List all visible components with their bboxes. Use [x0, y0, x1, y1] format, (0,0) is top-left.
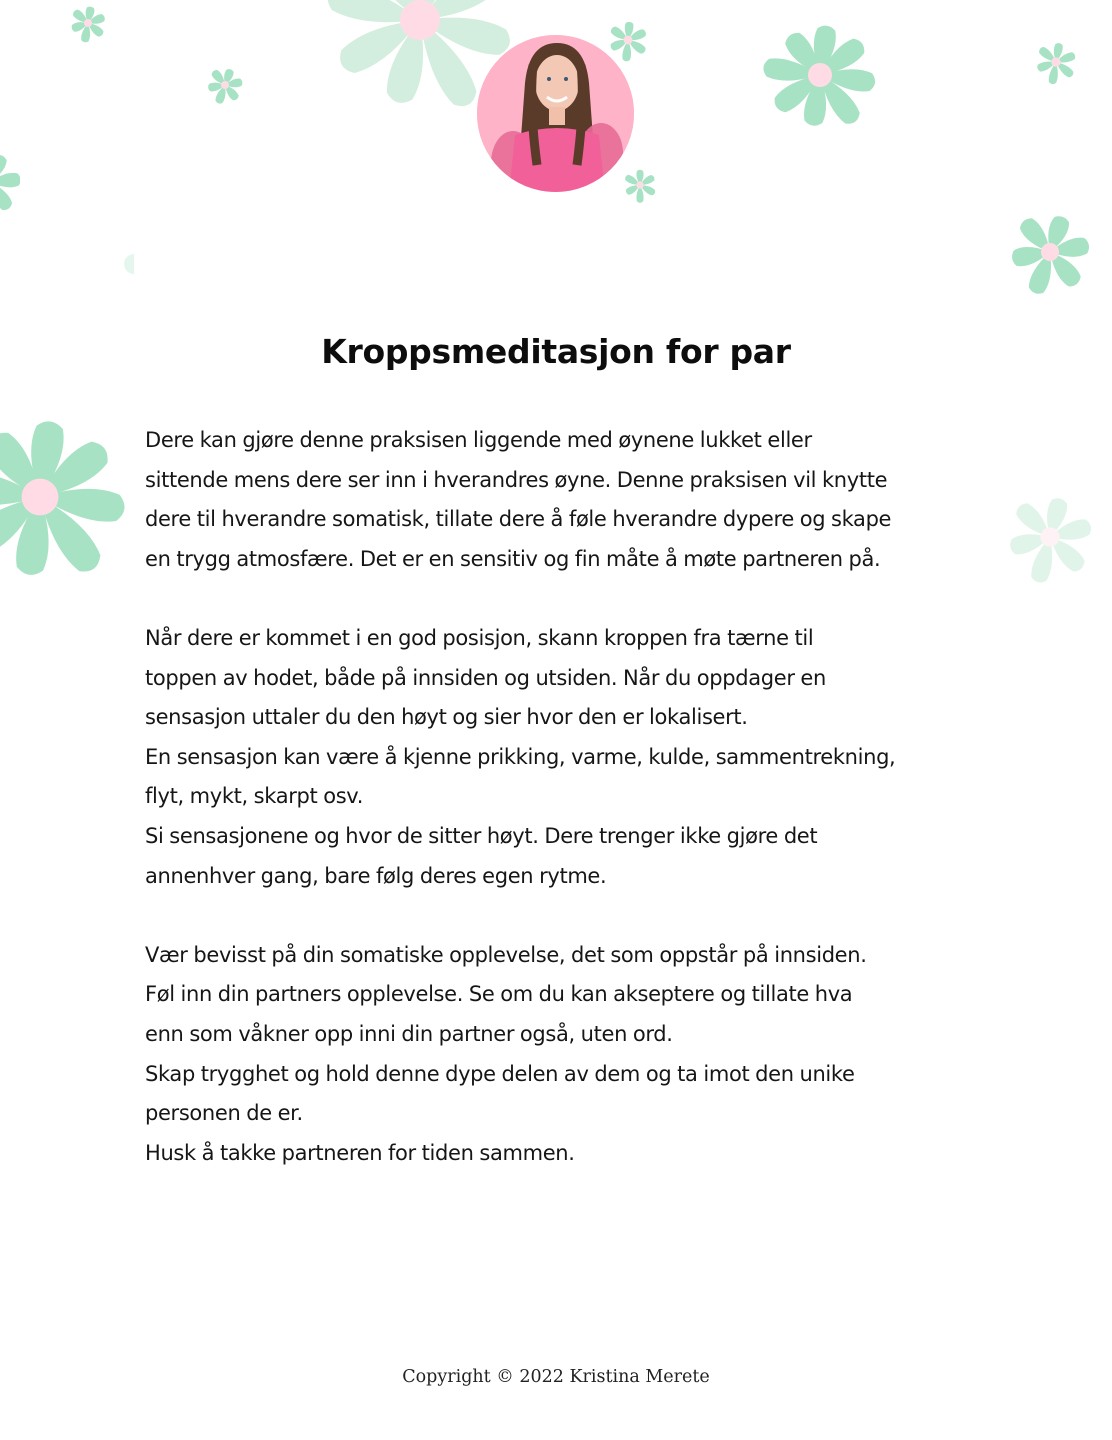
text-line: Vær bevisst på din somatiske opplevelse, det som oppstår på innsiden.	[145, 942, 867, 967]
text-line: En sensasjon kan være å kjenne prikking, varme, kulde, sammentrekning,	[145, 744, 896, 769]
text-line: toppen av hodet, både på innsiden og utsiden. Når du oppdager en	[145, 665, 826, 690]
paragraph-spacer	[145, 896, 1005, 936]
text-line: flyt, mykt, skarpt osv.	[145, 784, 364, 809]
flower-decoration-icon	[0, 145, 20, 220]
paragraph-1	[145, 421, 1005, 579]
flower-decoration-icon	[200, 60, 250, 110]
flower-center	[400, 0, 440, 40]
page-title: Kroppsmeditasjon for par	[321, 332, 791, 371]
flower-decoration-icon	[610, 160, 670, 210]
flower-center	[808, 63, 832, 87]
flower-center	[636, 181, 643, 188]
paragraph-2	[145, 619, 1005, 896]
flower-decoration-icon	[1000, 202, 1100, 302]
flower-decoration-icon	[0, 400, 135, 595]
text-line: en trygg atmosfære. Det er en sensitiv og fin måte å møte partneren på.	[145, 546, 881, 571]
paragraph-spacer	[145, 579, 1005, 619]
flower-center	[1041, 243, 1059, 261]
flower-decoration-icon	[1000, 485, 1100, 590]
flower-decoration-icon	[120, 252, 134, 276]
text-line: dere til hverandre somatisk, tillate dere å føle hverandre dypere og skape	[145, 507, 892, 532]
text-line: Dere kan gjøre denne praksisen liggende med øynene lukket eller	[145, 428, 812, 452]
flower-center	[84, 19, 92, 27]
text-line: annenhver gang, bare følg deres egen rytme.	[145, 863, 607, 888]
flower-center	[624, 36, 633, 45]
flower-decoration-icon	[1028, 34, 1084, 90]
flower-center	[221, 81, 229, 89]
flower-decoration-icon	[750, 10, 890, 140]
text-line: personen de er.	[145, 1101, 303, 1126]
text-line: Skap trygghet og hold denne dype delen av dem og ta imot den unike	[145, 1061, 855, 1086]
copyright-footer: Copyright © 2022 Kristina Merete	[402, 1367, 710, 1387]
paragraph-3	[145, 936, 1005, 1174]
flower-center	[1051, 57, 1060, 66]
flower-center	[22, 479, 59, 516]
flower-center	[1040, 527, 1059, 546]
text-line: sittende mens dere ser inn i hverandres øyne. Denne praksisen vil knytte	[145, 467, 888, 492]
document-body	[145, 421, 1005, 1173]
author-avatar	[477, 35, 634, 192]
text-line: enn som våkner opp inni din partner også, uten ord.	[145, 1021, 673, 1046]
text-line: sensasjon uttaler du den høyt og sier hvor den er lokalisert.	[145, 705, 748, 730]
text-line: Når dere er kommet i en god posisjon, skann kroppen fra tærne til	[145, 625, 814, 650]
portrait-photo-icon	[477, 35, 634, 192]
flower-petal	[0, 172, 20, 189]
text-line: Føl inn din partners opplevelse. Se om du kan akseptere og tillate hva	[145, 982, 853, 1007]
flower-decoration-icon	[60, 0, 116, 48]
text-line: Husk å takke partneren for tiden sammen.	[145, 1140, 575, 1165]
text-line: Si sensasjonene og hvor de sitter høyt. Dere trenger ikke gjøre det	[145, 823, 818, 848]
